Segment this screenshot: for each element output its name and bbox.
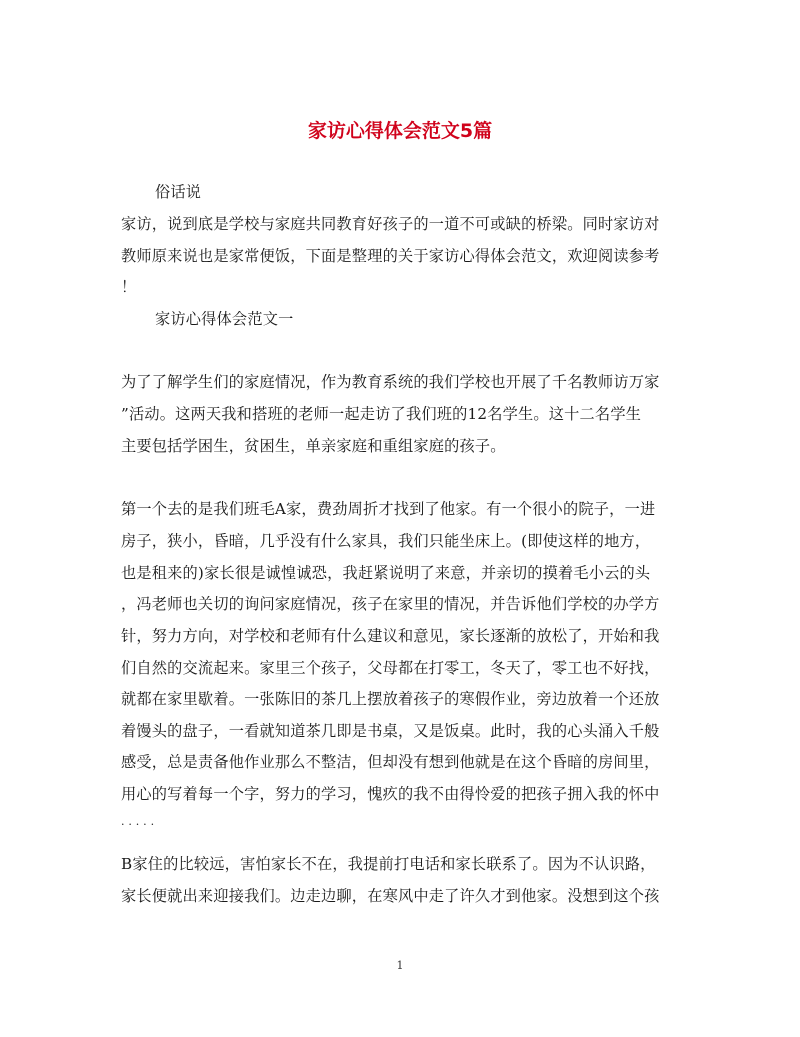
paragraph-line: B家住的比较远，害怕家长不在，我提前打电话和家长联系了。因为不认识路，: [121, 855, 656, 873]
paragraph-line: 也是租来的)家长很是诚惶诚恐，我赶紧说明了来意，并亲切的摸着毛小云的头: [121, 564, 651, 582]
paragraph-line: ”活动。这两天我和搭班的老师一起走访了我们班的12名学生。这十二名学生: [121, 405, 642, 423]
paragraph-line: 主要包括学困生，贫困生，单亲家庭和重组家庭的孩子。: [121, 437, 506, 455]
paragraph-line: 针，努力方向，对学校和老师有什么建议和意见，家长逐渐的放松了，开始和我: [121, 627, 660, 645]
paragraph-line: 第一个去的是我们班毛A家，费劲周折才找到了他家。有一个很小的院子，一进: [121, 500, 656, 518]
paragraph-line: 为了了解学生们的家庭情况，作为教育系统的我们学校也开展了千名教师访万家: [121, 373, 660, 391]
page-number: 1: [396, 959, 404, 972]
paragraph-line: ！: [121, 278, 137, 296]
paragraph-line: 着馒头的盘子，一看就知道茶几即是书桌，又是饭桌。此时，我的心头涌入千般: [121, 722, 660, 740]
paragraph-line: 俗话说: [155, 183, 202, 201]
paragraph-line: 家长便就出来迎接我们。边走边聊，在寒风中走了许久才到他家。没想到这个孩: [121, 887, 660, 905]
paragraph-line: 教师原来说也是家常便饭，下面是整理的关于家访心得体会范文，欢迎阅读参考: [121, 247, 660, 265]
paragraph-line: 们自然的交流起来。家里三个孩子，父母都在打零工，冬天了，零工也不好找，: [121, 659, 660, 677]
paragraph-line: 家访，说到底是学校与家庭共同教育好孩子的一道不可或缺的桥梁。同时家访对: [121, 215, 660, 233]
paragraph-line: 就都在家里歇着。一张陈旧的茶几上摆放着孩子的寒假作业，旁边放着一个还放: [121, 690, 660, 708]
paragraph-line: 感受，总是责备他作业那么不整洁，但却没有想到他就是在这个昏暗的房间里，: [121, 753, 660, 771]
paragraph-line: ，冯老师也关切的询问家庭情况，孩子在家里的情况，并告诉他们学校的办学方: [121, 595, 660, 613]
document-title: 家访心得体会范文5篇: [307, 120, 493, 142]
paragraph-line: . . . . .: [121, 815, 155, 828]
paragraph-line: 房子，狭小，昏暗，几乎没有什么家具，我们只能坐床上。(即使这样的地方，: [121, 532, 651, 550]
section-heading: 家访心得体会范文一: [155, 310, 294, 328]
paragraph-line: 用心的写着每一个字，努力的学习，愧疚的我不由得怜爱的把孩子拥入我的怀中: [121, 785, 660, 803]
